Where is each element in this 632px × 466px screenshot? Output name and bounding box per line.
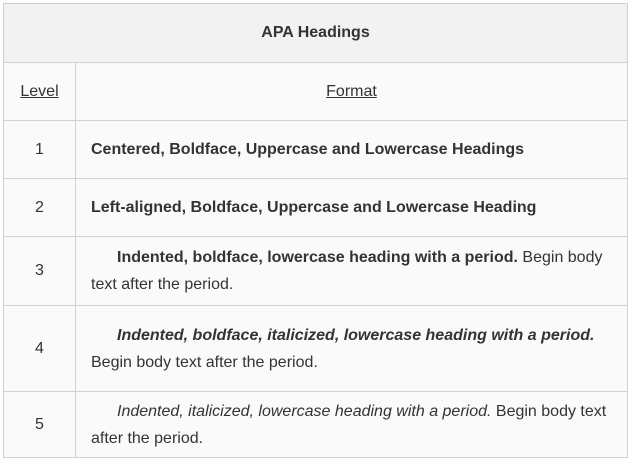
column-header-format: Format — [76, 63, 628, 121]
heading-example: Indented, boldface, lowercase heading with a period. — [117, 249, 518, 266]
level-cell: 5 — [4, 392, 76, 458]
format-cell — [76, 306, 628, 392]
heading-example: Indented, boldface, italicized, lowercase heading with a period. — [117, 326, 595, 344]
body-text-example: Begin body text after the period. — [91, 249, 603, 293]
level-cell: 1 — [4, 121, 76, 179]
table-row — [4, 121, 628, 179]
heading-example: Indented, italicized, lowercase heading with a period. — [117, 402, 492, 420]
body-text-example: Begin body text after the period. — [91, 353, 318, 371]
table-row — [4, 392, 628, 458]
column-header-row — [4, 63, 628, 121]
level-cell: 2 — [4, 179, 76, 237]
table-row — [4, 179, 628, 237]
format-cell — [76, 392, 628, 458]
table-row — [4, 237, 628, 306]
body-text-example: Begin body text after the period. — [91, 402, 607, 447]
column-header-level: Level — [4, 63, 76, 121]
apa-headings-table — [3, 3, 628, 458]
format-cell — [76, 121, 628, 179]
level-cell: 4 — [4, 306, 76, 392]
heading-example: Left-aligned, Boldface, Uppercase and Lowercase Heading — [91, 199, 537, 216]
table-row — [4, 306, 628, 392]
format-cell — [76, 179, 628, 237]
table-title-row — [4, 4, 628, 63]
level-cell: 3 — [4, 237, 76, 306]
format-cell — [76, 237, 628, 306]
table-title: APA Headings — [4, 4, 628, 63]
heading-example: Centered, Boldface, Uppercase and Lowercase Headings — [91, 141, 525, 158]
